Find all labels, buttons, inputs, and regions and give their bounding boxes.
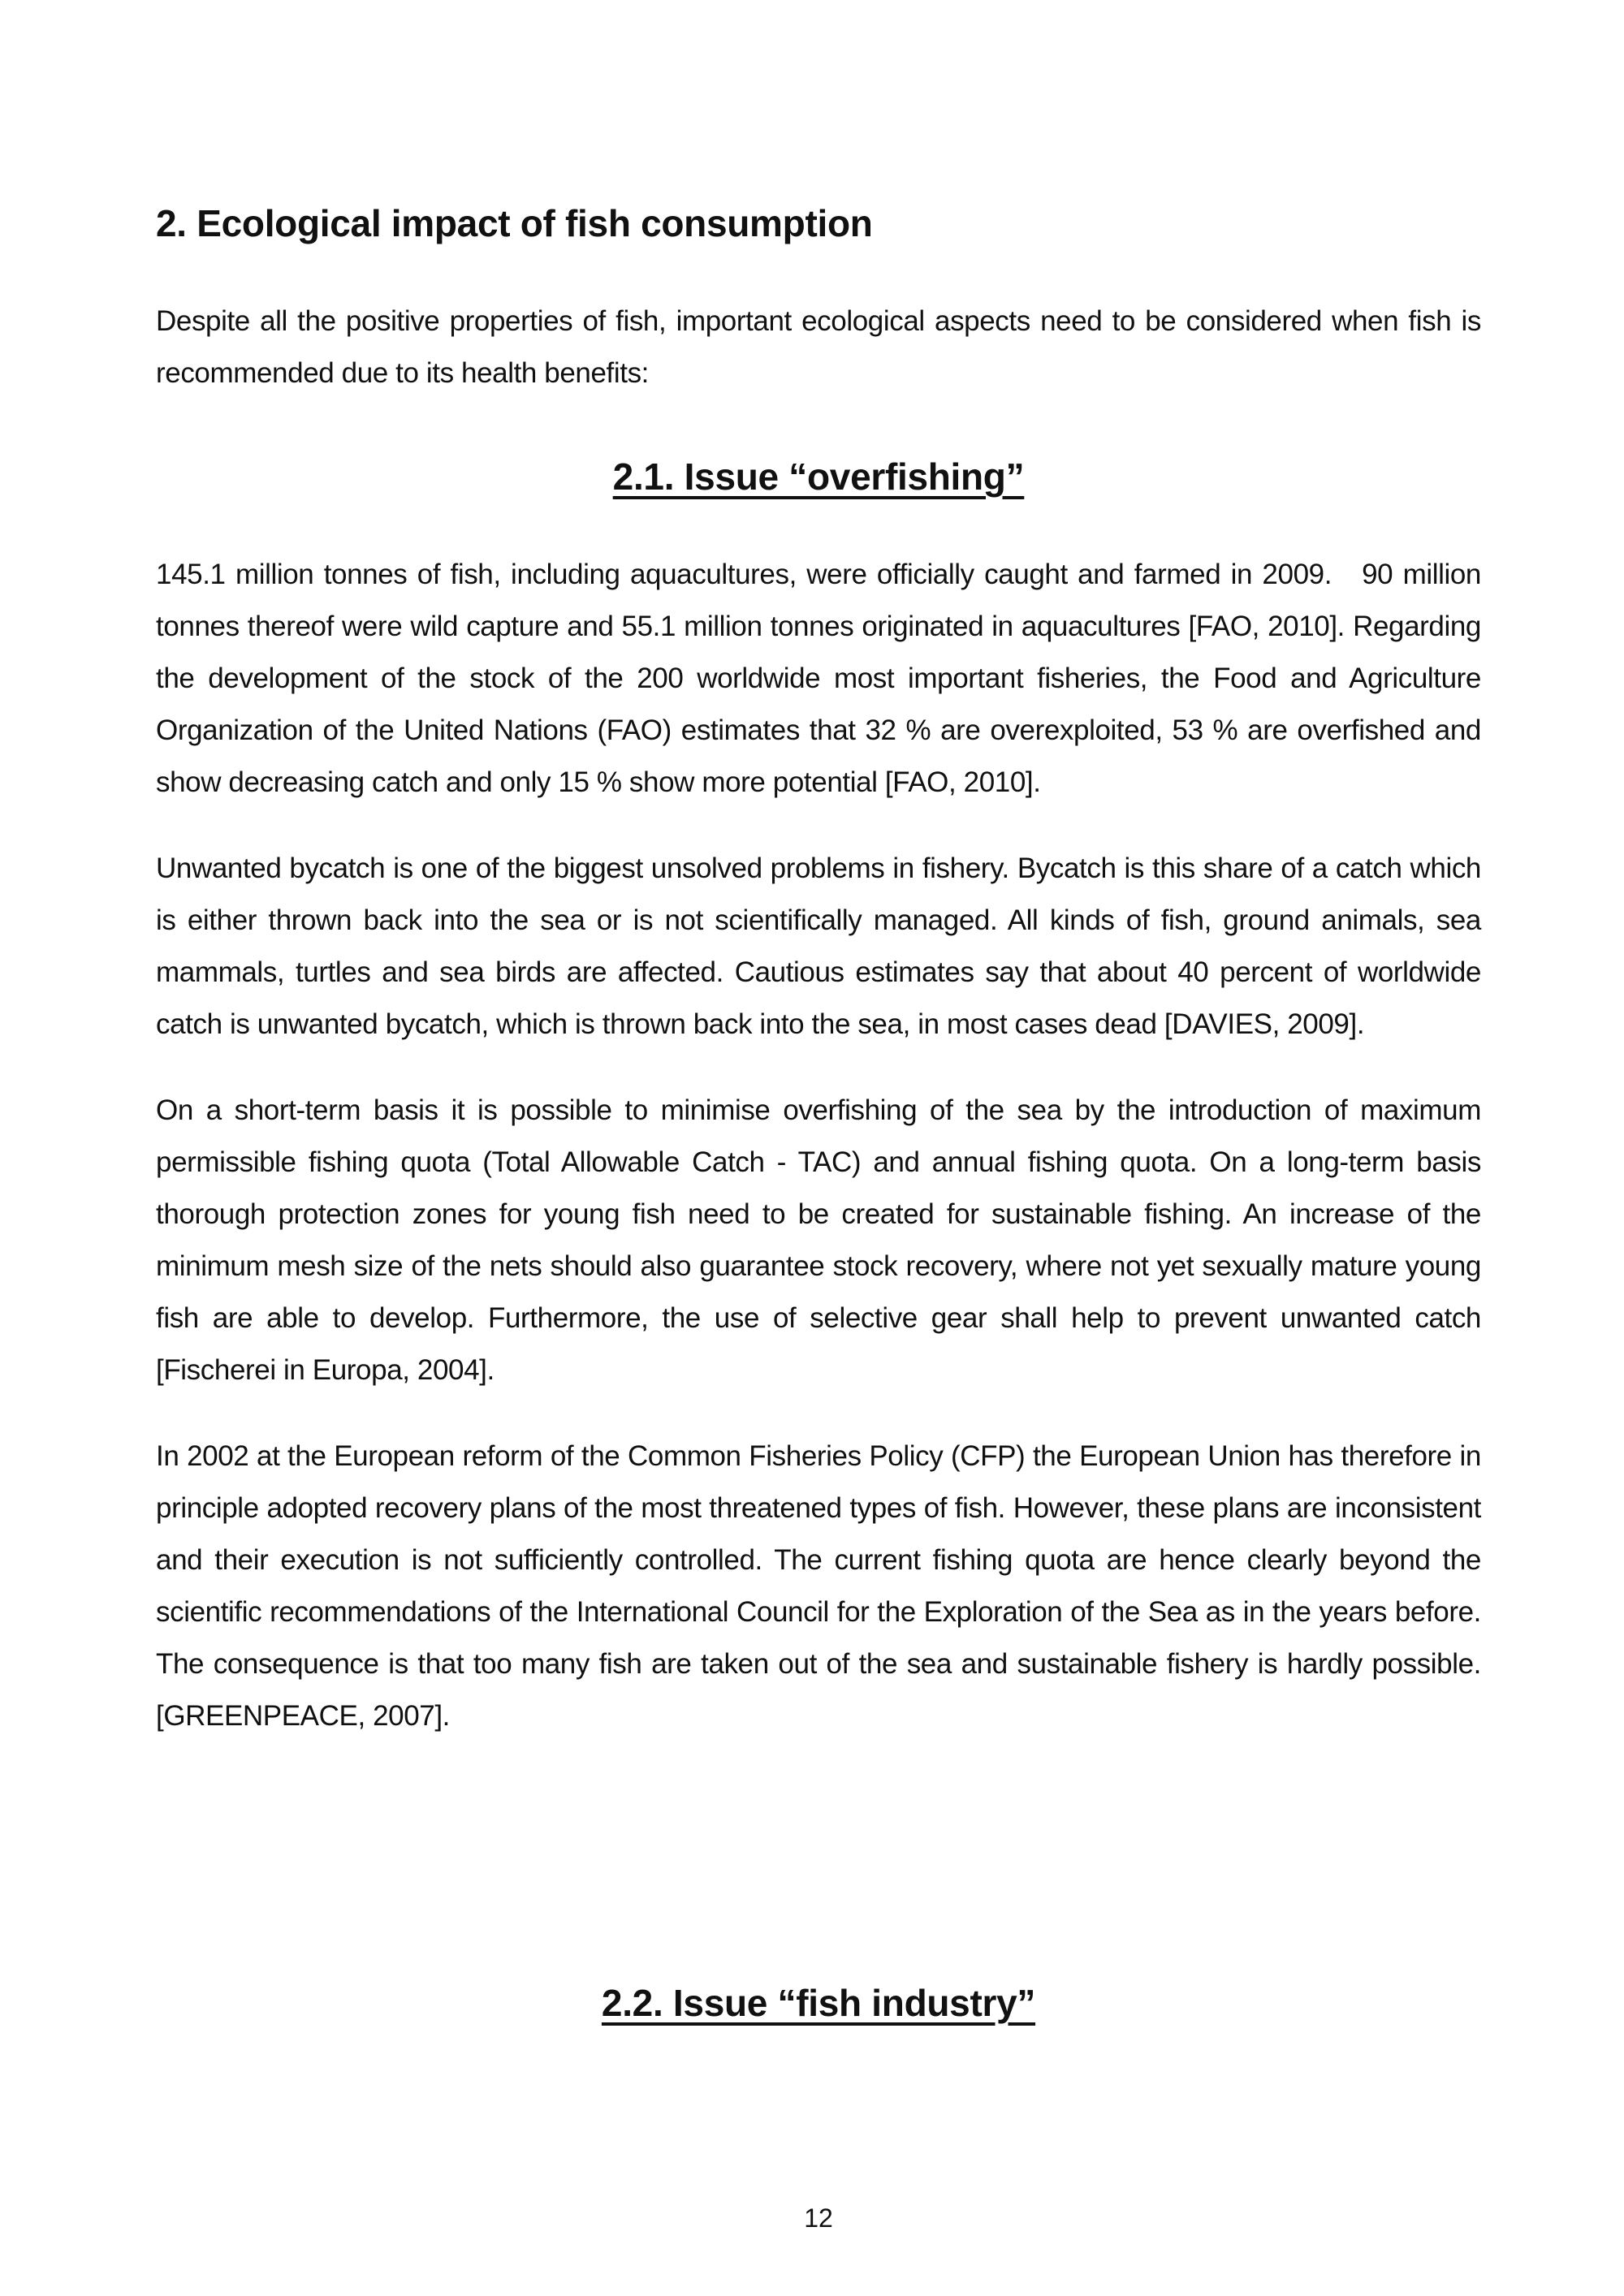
paragraph-fish-catch-statistics: 145.1 million tonnes of fish, including aquacultures, were officially caught and farmed in 2009. 90 million tonnes thereof were wild capture and 55.1 million tonnes originated in aquacultures [FAO, 2010]. Regarding the development of the stock of the 200 worldwide most important fisheries, the Food and Agriculture Organization of the United Nations (FAO) estimates that 32 % are overexploited, 53 % are overfished and show decreasing catch and only 15 % show more potential [FAO, 2010]. xyxy=(156,559,1481,798)
paragraph-bycatch: Unwanted bycatch is one of the biggest unsolved problems in fishery. Bycatch is this share of a catch which is either thrown back into the sea or is not scientifically managed. All kinds of fish, ground animals, sea mammals, turtles and sea birds are affected. Cautious estimates say that about 40 percent of worldwide catch is unwanted bycatch, which is thrown back into the sea, in most cases dead [DAVIES, 2009]. xyxy=(156,852,1481,1040)
intro-paragraph: Despite all the positive properties of fish, important ecological aspects need to be considered when fish is recommended due to its health benefits: xyxy=(156,305,1481,389)
page-number: 12 xyxy=(804,2203,833,2233)
section-heading-overfishing: 2.1. Issue “overfishing” xyxy=(612,455,1025,498)
section-heading-fish-industry: 2.2. Issue “fish industry” xyxy=(601,1982,1036,2024)
chapter-heading: 2. Ecological impact of fish consumption xyxy=(156,202,873,244)
paragraph-cfp-reform: In 2002 at the European reform of the Common Fisheries Policy (CFP) the European Union has therefore in principle adopted recovery plans of the most threatened types of fish. However, these plans are inconsistent and their execution is not sufficiently controlled. The current fishing quota are hence clearly beyond the scientific recommendations of the International Council for the Exploration of the Sea as in the years before. The consequence is that too many fish are taken out of the sea and sustainable fishery is hardly possible. [GREENPEACE, 2007]. xyxy=(156,1440,1481,1732)
paragraph-fishing-quota: On a short-term basis it is possible to minimise overfishing of the sea by the introduction of maximum permissible fishing quota (Total Allowable Catch - TAC) and annual fishing quota. On a long-term basis thorough protection zones for young fish need to be created for sustainable fishing. An increase of the minimum mesh size of the nets should also guarantee stock recovery, where not yet sexually mature young fish are able to develop. Furthermore, the use of selective gear shall help to prevent unwanted catch [Fischerei in Europa, 2004]. xyxy=(156,1094,1481,1386)
section-overfishing-body xyxy=(156,549,1481,1776)
